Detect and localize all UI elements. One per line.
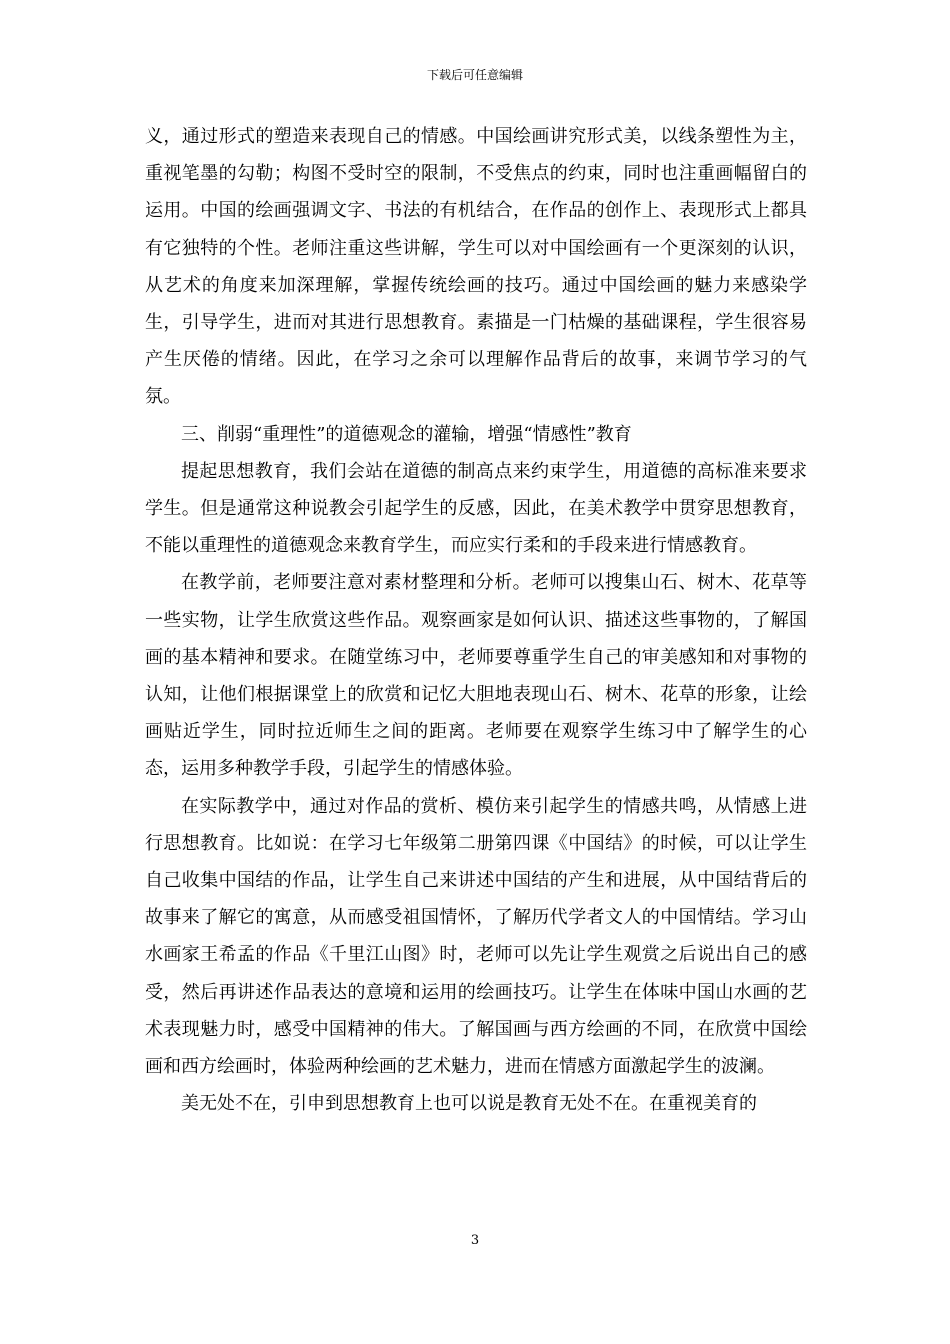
paragraph: 提起思想教育，我们会站在道德的制高点来约束学生，用道德的高标准来要求学生。但是通常这种说教会引起学生的反感，因此，在美术教学中贯穿思想教育，不能以重理性的道德观念来教育学生，而应实行柔和的手段来进行情感教育。 (145, 460, 807, 557)
document-body (145, 118, 807, 1122)
section-heading: 三、削弱“重理性”的道德观念的灌输，增强“情感性”教育 (181, 423, 632, 445)
paragraph: 在实际教学中，通过对作品的赏析、模仿来引起学生的情感共鸣，从情感上进行思想教育。比如说：在学习七年级第二册第四课《中国结》的时候，可以让学生自己收集中国结的作品，让学生自己来讲述中国结的产生和进展，从中国结背后的故事来了解它的寓意，从而感受祖国情怀，了解历代学者文人的中国情结。学习山水画家王希孟的作品《千里江山图》时，老师可以先让学生观赏之后说出自己的感受，然后再讲述作品表达的意境和运用的绘画技巧。让学生在体味中国山水画的艺术表现魅力时，感受中国精神的伟大。了解国画与西方绘画的不同，在欣赏中国绘画和西方绘画时，体验两种绘画的艺术魅力，进而在情感方面激起学生的波澜。 (145, 795, 807, 1078)
paragraph: 美无处不在，引申到思想教育上也可以说是教育无处不在。在重视美育的 (181, 1093, 757, 1115)
paragraph-continuation: 义，通过形式的塑造来表现自己的情感。中国绘画讲究形式美，以线条塑性为主，重视笔墨的勾勒；构图不受时空的限制，不受焦点的约束，同时也注重画幅留白的运用。中国的绘画强调文字、书法的有机结合，在作品的创作上、表现形式上都具有它独特的个性。老师注重这些讲解，学生可以对中国绘画有一个更深刻的认识，从艺术的角度来加深理解，掌握传统绘画的技巧。通过中国绘画的魅力来感染学生，引导学生，进而对其进行思想教育。素描是一门枯燥的基础课程，学生很容易产生厌倦的情绪。因此，在学习之余可以理解作品背后的故事，来调节学习的气氛。 (145, 126, 807, 408)
paragraph: 在教学前，老师要注意对素材整理和分析。老师可以搜集山石、树木、花草等一些实物，让学生欣赏这些作品。观察画家是如何认识、描述这些事物的，了解国画的基本精神和要求。在随堂练习中，老师要尊重学生自己的审美感知和对事物的认知，让他们根据课堂上的欣赏和记忆大胆地表现山石、树木、花草的形象，让绘画贴近学生，同时拉近师生之间的距离。老师要在观察学生练习中了解学生的心态，运用多种教学手段，引起学生的情感体验。 (145, 572, 807, 780)
page-header: 下载后可任意编辑 (426, 68, 523, 82)
page-number: 3 (470, 1233, 480, 1248)
